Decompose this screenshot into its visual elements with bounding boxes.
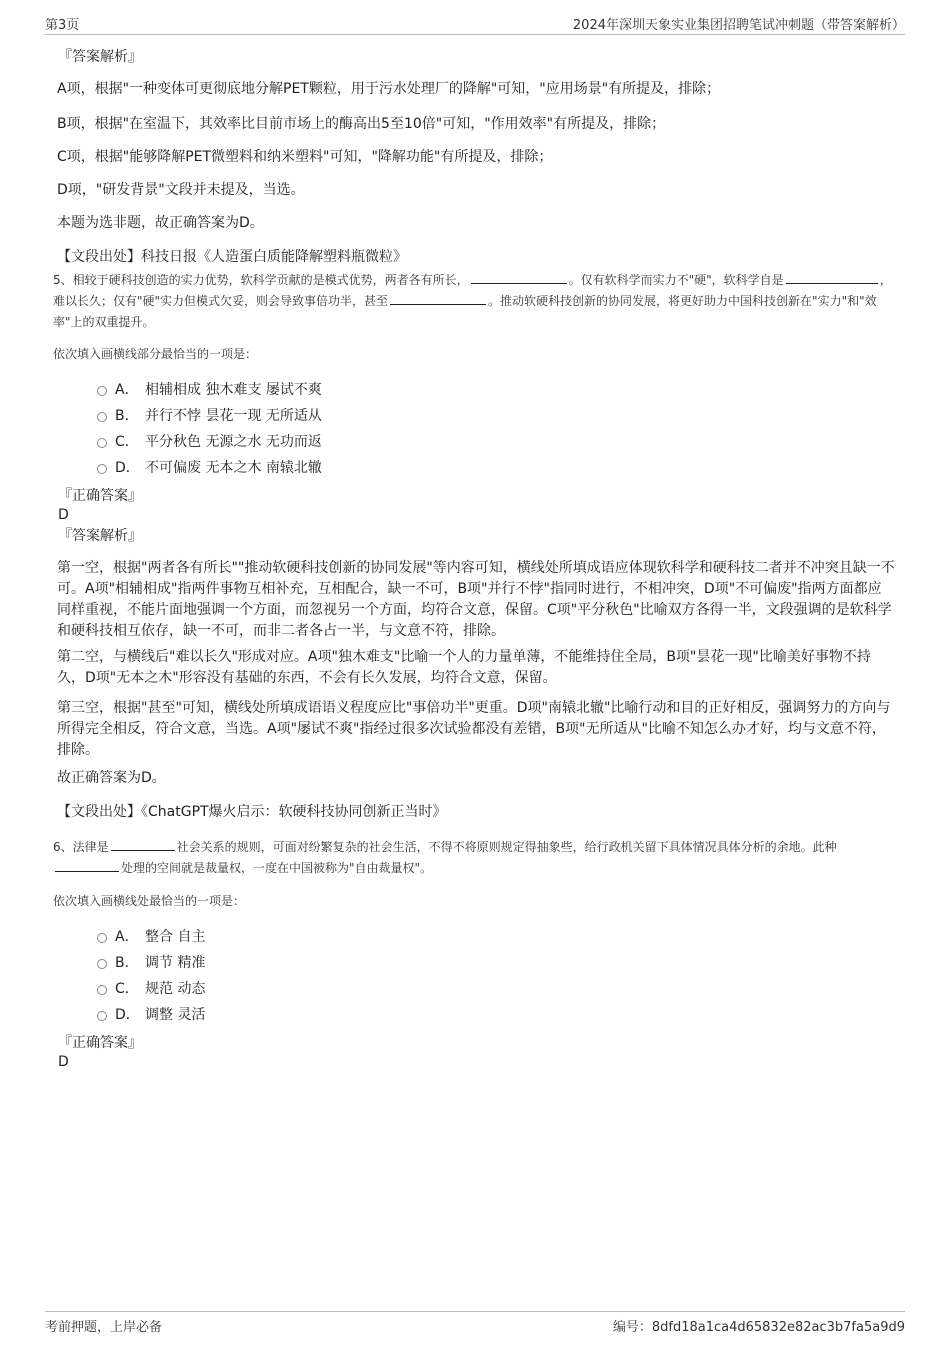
q4-source: 【文段出处】科技日报《人造蛋白质能降解塑料瓶微粒》: [57, 249, 407, 265]
radio-icon[interactable]: [97, 933, 107, 943]
radio-icon[interactable]: [97, 438, 107, 448]
radio-icon[interactable]: [97, 985, 107, 995]
footer-slogan: 考前押题，上岸必备: [45, 1320, 163, 1335]
page-footer: [45, 1311, 905, 1336]
q6-option-a[interactable]: A． 整合 自主: [97, 927, 205, 947]
q6-blank-2: [55, 858, 119, 872]
q6-option-b[interactable]: B． 调节 精准: [97, 953, 205, 973]
q5-analysis-blank-3: 第三空，根据"甚至"可知，横线处所填成语语义程度应比"事倍功半"更重。D项"南辕北辙"比喻行动和目的正好相反，强调努力的方向与所得完全相反，符合文意，当选。A项"屡试不爽"指经过很多次试验都没有差错，B项"无所适从"比喻不知怎么办才好，均与文意不符，排除。: [57, 700, 891, 758]
q4-analysis-line-a: A项，根据"一种变体可更彻底地分解PET颗粒，用于污水处理厂的降解"可知，"应用场景"有所提及，排除；: [57, 81, 721, 97]
q5-analysis-blank-1: 第一空，根据"两者各有所长""推动软硬科技创新的协同发展"等内容可知，横线处所填成语应体现软科学和硬科技二者并不冲突且缺一不可。A项"相辅相成"指两件事物互相补充，互相配合，缺一不可，B项"并行不悖"指同时进行，不相冲突，D项"不可偏废"指两方面都应同样重视，不能片面地强调一个方面，而忽视另一个方面，均符合文意，保留。C项"平分秋色"比喻双方各得一半，文段强调的是软科学和硬科技相互依存，缺一不可，而非二者各占一半，与文意不符，排除。: [57, 560, 895, 639]
q5-answer-label: 『正确答案』: [58, 488, 142, 504]
radio-icon[interactable]: [97, 1011, 107, 1021]
q5-blank-2: [786, 270, 878, 284]
q5-blank-3: [390, 291, 486, 305]
q6-stem: 6、法律是 社会关系的规则，可面对纷繁复杂的社会生活，不得不将原则规定得抽象些，给行政机关留下具体情况具体分析的余地。此种处理的空间就是裁量权，一度在中国被称为"自由裁量权"。: [53, 837, 898, 879]
radio-icon[interactable]: [97, 959, 107, 969]
document-title: 2024年深圳天象实业集团招聘笔试冲刺题（带答案解析）: [572, 18, 905, 33]
q5-answer: D: [58, 507, 69, 523]
q6-blank-1: [111, 837, 175, 851]
q5-conclusion: 故正确答案为D。: [57, 770, 166, 786]
document-code: 编号：8dfd18a1ca4d65832e82ac3b7fa5a9d9: [612, 1320, 905, 1335]
q6-answer-label: 『正确答案』: [58, 1035, 142, 1051]
q5-option-c[interactable]: C． 平分秋色 无源之水 无功而返: [97, 432, 322, 452]
q5-analysis-blank-2: 第二空，与横线后"难以长久"形成对应。A项"独木难支"比喻一个人的力量单薄，不能维持住全局，B项"昙花一现"比喻美好事物不持久，D项"无本之木"形容没有基础的东西，不会有长久发展，均符合文意，保留。: [57, 649, 871, 686]
q6-option-c[interactable]: C． 规范 动态: [97, 979, 205, 999]
page-header: [45, 12, 905, 35]
q4-conclusion: 本题为选非题，故正确答案为D。: [57, 215, 264, 231]
radio-icon[interactable]: [97, 412, 107, 422]
q5-blank-1: [471, 270, 567, 284]
q5-option-d[interactable]: D． 不可偏废 无本之木 南辕北辙: [97, 458, 322, 478]
q4-analysis-line-c: C项，根据"能够降解PET微塑料和纳米塑料"可知，"降解功能"有所提及，排除；: [57, 149, 553, 165]
q5-prompt: 依次填入画横线部分最恰当的一项是：: [53, 347, 258, 361]
q5-stem: 5、相较于硬科技创造的实力优势，软科学贡献的是模式优势，两者各有所长， 。仅有软科学而实力不"硬"，软科学自是 ，难以长久；仅有"硬"实力但模式欠妥，则会导致事倍功半，甚至 。推动软硬科技创新的协同发展，将更好助力中国科技创新在"实力"和"效率"上的双重提升。: [53, 270, 898, 333]
q5-analysis-label: 『答案解析』: [58, 528, 142, 544]
q4-analysis-line-d: D项，"研发背景"文段并未提及，当选。: [57, 182, 305, 198]
page-number: 第3页: [45, 18, 80, 33]
q5-option-a[interactable]: A． 相辅相成 独木难支 屡试不爽: [97, 380, 322, 400]
q6-prompt: 依次填入画横线处最恰当的一项是：: [53, 894, 246, 908]
q5-source: 【文段出处】《ChatGPT爆火启示：软硬科技协同创新正当时》: [57, 804, 447, 820]
q5-option-b[interactable]: B． 并行不悖 昙花一现 无所适从: [97, 406, 322, 426]
q6-option-d[interactable]: D． 调整 灵活: [97, 1005, 205, 1025]
q4-analysis-label: 『答案解析』: [58, 49, 142, 65]
q6-answer: D: [58, 1054, 69, 1070]
q4-analysis-line-b: B项，根据"在室温下，其效率比目前市场上的酶高出5至10倍"可知，"作用效率"有所提及，排除；: [57, 116, 666, 132]
radio-icon[interactable]: [97, 386, 107, 396]
radio-icon[interactable]: [97, 464, 107, 474]
